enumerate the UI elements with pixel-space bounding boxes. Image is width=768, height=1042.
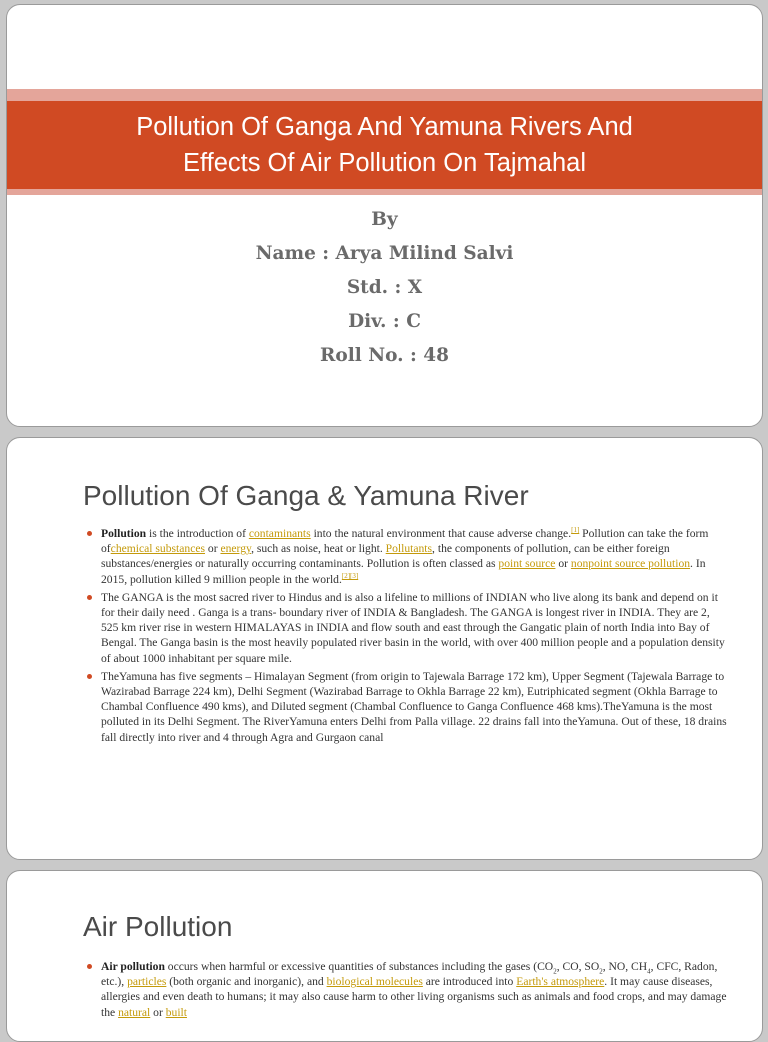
ganga-yamuna-slide: [6, 437, 763, 860]
reference-link[interactable]: [2][3]: [341, 571, 359, 580]
bullet-dot-icon: [87, 595, 92, 600]
title-line-2: Effects Of Air Pollution On Tajmahal: [182, 149, 586, 177]
air-pollution-slide: [6, 870, 763, 1042]
title-band-top-stripe: [7, 89, 762, 101]
author-std: Std. : X: [346, 277, 423, 298]
bullet-item-pollution: [85, 526, 728, 587]
link-pollutants[interactable]: Pollutants: [385, 542, 433, 556]
slide-title: Pollution Of Ganga & Yamuna River: [83, 480, 529, 511]
bold-term: Air pollution: [101, 960, 165, 973]
text-run: are introduced into: [422, 975, 517, 989]
bullet-dot-icon: [87, 531, 92, 536]
text-run: , such as noise, heat or light.: [251, 542, 386, 556]
reference-link[interactable]: [1]: [571, 526, 580, 535]
subscript: 4: [647, 967, 651, 976]
link-biological-molecules[interactable]: biological molecules: [326, 975, 423, 989]
author-block: [7, 203, 762, 373]
bullet-dot-icon: [87, 964, 92, 969]
text-run: or: [555, 557, 571, 571]
link-energy[interactable]: energy: [220, 542, 252, 556]
subscript: 2: [553, 967, 557, 976]
text-run: , CFC, Radon, etc.),: [101, 960, 718, 989]
text-run: or: [150, 1005, 166, 1019]
text-run: , the components of pollution, can be either foreign substances/energies or naturally occurring contaminants. Pollution is often classed as: [101, 542, 670, 571]
text-run: or: [205, 542, 221, 556]
title-line-1: Pollution Of Ganga And Yamuna Rivers And: [136, 113, 633, 141]
text-run: is the introduction of: [146, 527, 249, 540]
link-natural[interactable]: natural: [118, 1005, 151, 1019]
bullet-dot-icon: [87, 674, 92, 679]
title-band-bottom-stripe: [7, 189, 762, 195]
text-run: Pollution can take the form of: [101, 527, 709, 556]
bullet-text: TheYamuna has five segments – Himalayan Segment (from origin to Tajewala Barrage 172 km), Upper Segment (Tajewala Barrage to Wazirabad Barrage 224 km), Delhi Segment (Wazirabad Barrage to Okhla Barrage 22 km), Eutriphicated segment (Okhla Barrage to Chambal Confluence 490 kms), and Diluted segment (Chambal Confluence to Ganga Confluence 468 kms).TheYamuna is the most polluted in its Delhi Segment. The RiverYamuna enters Delhi from Palla village. 22 drains fall into theYamuna. Out of these, 18 drains fall directly into river and 4 through Agra and Gurgaon canal: [101, 669, 727, 744]
author-roll: Roll No. : 48: [319, 345, 450, 366]
bullet-item-ganga: [85, 590, 728, 666]
text-run: , CO, SO: [556, 960, 600, 973]
title-band: [7, 101, 762, 189]
link-built[interactable]: built: [165, 1005, 187, 1019]
link-contaminants[interactable]: contaminants: [248, 527, 311, 540]
text-run: . In 2015, pollution killed 9 million people in the world.: [101, 557, 706, 586]
subscript: 2: [599, 967, 603, 976]
author-div: Div. : C: [348, 311, 421, 332]
text-run: , NO, CH: [602, 960, 648, 973]
bullet-text: The GANGA is the most sacred river to Hindus and is also a lifeline to millions of INDIAN who live along its bank and depend on it for their daily need . Ganga is a trans- boundary river of INDIA & Bangladesh. The GANGA is longest river in INDIA. They are 2, 525 km river rise in western HIMALAYAS in INDIA and flow south and east through the Gangatic plain of north India into Bay of Bengal. The Ganga basin is the most heavily populated river basin in the world, with over 400 million people and a population density of about 1000 inhabitant per square mile.: [101, 590, 725, 665]
link-chemical-substances[interactable]: chemical substances: [110, 542, 205, 556]
link-nonpoint-source[interactable]: nonpoint source pollution: [570, 557, 691, 571]
author-name: Name : Arya Milind Salvi: [255, 243, 514, 264]
text-run: occurs when harmful or excessive quantities of substances including the gases (CO: [164, 960, 554, 973]
link-earths-atmosphere[interactable]: Earth's atmosphere: [516, 975, 605, 989]
bullet-item-air-pollution: [85, 959, 728, 1020]
text-run: (both organic and inorganic), and: [166, 975, 327, 989]
link-particles[interactable]: particles: [127, 975, 167, 989]
title-slide: [6, 4, 763, 427]
slide-title: Air Pollution: [83, 911, 233, 942]
bold-term: Pollution: [101, 527, 147, 540]
text-run: . It may cause diseases, allergies and even death to humans; it may also cause harm to other living organisms such as animals and food crops, and may damage the: [101, 975, 727, 1019]
by-label: By: [371, 209, 398, 230]
bullet-item-yamuna: [85, 669, 728, 745]
bullet-list: [85, 526, 728, 748]
text-run: into the natural environment that cause adverse change.: [310, 527, 572, 540]
link-point-source[interactable]: point source: [498, 557, 556, 571]
bullet-list: [85, 959, 728, 1023]
